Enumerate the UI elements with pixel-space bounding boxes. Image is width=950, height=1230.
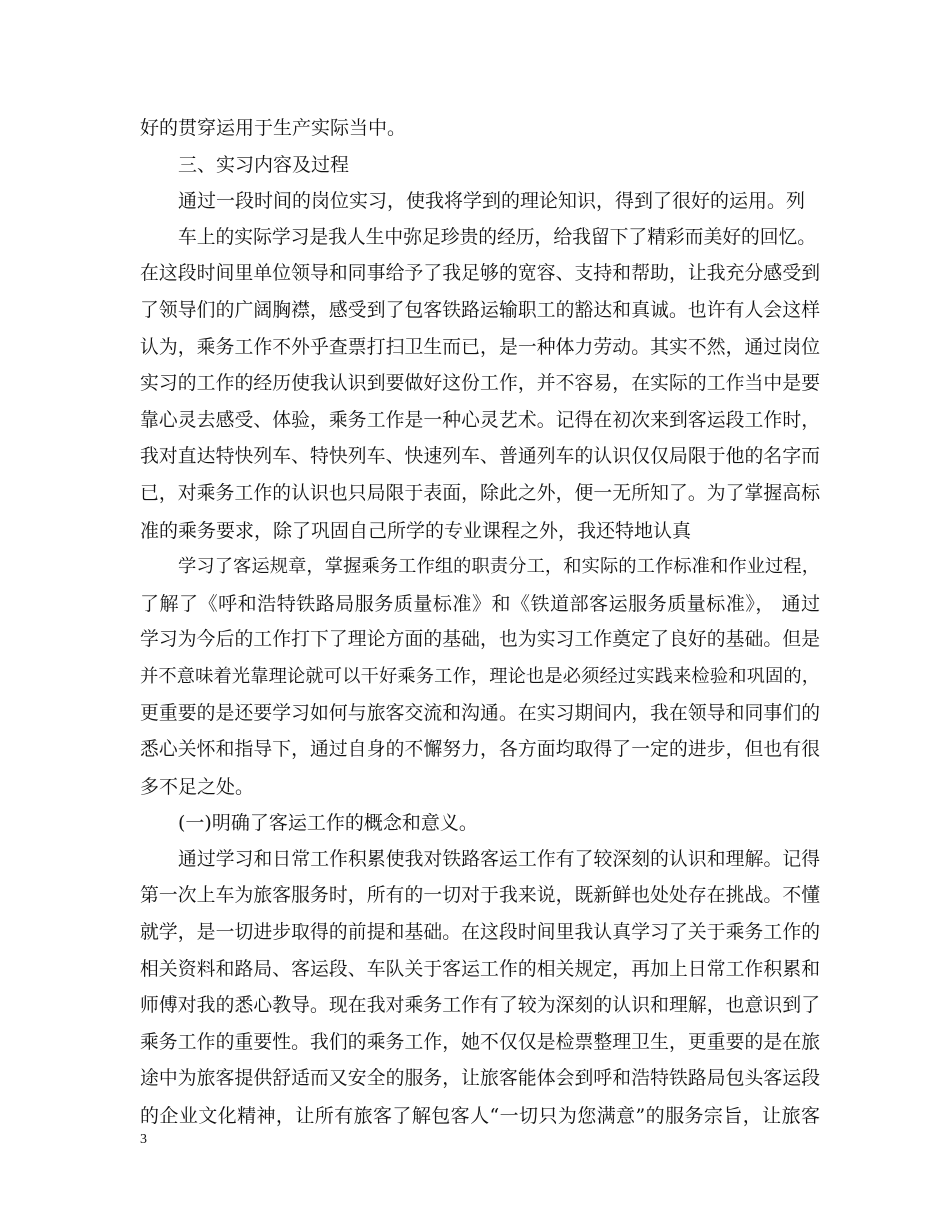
text-line: 我对直达特快列车、特快列车、快速列车、普通列车的认识仅仅局限于他的名字而 xyxy=(140,446,820,468)
text-line: 师傅对我的悉心教导。现在我对乘务工作有了较为深刻的认识和理解，也意识到了 xyxy=(140,995,820,1017)
text-line: 学习为今后的工作打下了理论方面的基础，也为实习工作奠定了良好的基础。但是 xyxy=(140,629,820,651)
text-line: 通过学习和日常工作积累使我对铁路客运工作有了较深刻的认识和理解。记得 xyxy=(178,848,820,870)
text-line: 乘务工作的重要性。我们的乘务工作，她不仅仅是检票整理卫生，更重要的是在旅 xyxy=(140,1031,820,1053)
text-line: (一)明确了客运工作的概念和意义。 xyxy=(178,812,478,835)
text-line: 更重要的是还要学习如何与旅客交流和沟通。在实习期间内，我在领导和同事们的 xyxy=(140,702,820,724)
text-line: 途中为旅客提供舒适而又安全的服务，让旅客能体会到呼和浩特铁路局包头客运段 xyxy=(140,1068,820,1090)
text-line: 准的乘务要求，除了巩固自己所学的专业课程之外，我还特地认真 xyxy=(140,519,692,542)
text-line: 多不足之处。 xyxy=(140,775,255,798)
text-line: 在这段时间里单位领导和同事给予了我足够的宽容、支持和帮助，让我充分感受到 xyxy=(140,263,820,285)
text-line: 并不意味着光靠理论就可以干好乘务工作，理论也是必须经过实践来检验和巩固的， xyxy=(140,665,820,687)
text-line: 已，对乘务工作的认识也只局限于表面，除此之外，便一无所知了。为了掌握高标 xyxy=(140,482,820,504)
text-line: 了解了《呼和浩特铁路局服务质量标准》和《铁道部客运服务质量标准》， 通过 xyxy=(140,592,820,615)
text-line: 通过一段时间的岗位实习，使我将学到的理论知识，得到了很好的运用。列 xyxy=(178,190,806,213)
text-line: 学习了客运规章，掌握乘务工作组的职责分工，和实际的工作标准和作业过程， xyxy=(178,556,820,578)
text-line: 第一次上车为旅客服务时，所有的一切对于我来说，既新鲜也处处存在挑战。不懂 xyxy=(140,885,820,907)
body-text xyxy=(140,110,820,1135)
text-line: 相关资料和路局、客运段、车队关于客运工作的相关规定，再加上日常工作积累和 xyxy=(140,958,820,980)
text-line: 车上的实际学习是我人生中弥足珍贵的经历，给我留下了精彩而美好的回忆。 xyxy=(178,226,817,248)
text-line: 好的贯穿运用于生产实际当中。 xyxy=(140,117,407,139)
text-line: 就学，是一切进步取得的前提和基础。在这段时间里我认真学习了关于乘务工作的 xyxy=(140,922,820,944)
text-line: 悉心关怀和指导下，通过自身的不懈努力，各方面均取得了一定的进步，但也有很 xyxy=(140,739,820,761)
text-line: 认为，乘务工作不外乎查票打扫卫生而已，是一种体力劳动。其实不然，通过岗位 xyxy=(140,336,820,358)
text-line: 三、实习内容及过程 xyxy=(178,153,350,176)
text-line: 实习的工作的经历使我认识到要做好这份工作，并不容易，在实际的工作当中是要 xyxy=(140,373,820,395)
text-line: 了领导们的广阔胸襟，感受到了包客铁路运输职工的豁达和真诚。也许有人会这样 xyxy=(140,299,820,321)
text-line: 的企业文化精神，让所有旅客了解包客人“一切只为您满意”的服务宗旨，让旅客 xyxy=(140,1105,820,1128)
page-number: 3 xyxy=(140,1132,147,1147)
text-line: 靠心灵去感受、体验，乘务工作是一种心灵艺术。记得在初次来到客运段工作时， xyxy=(140,409,820,431)
